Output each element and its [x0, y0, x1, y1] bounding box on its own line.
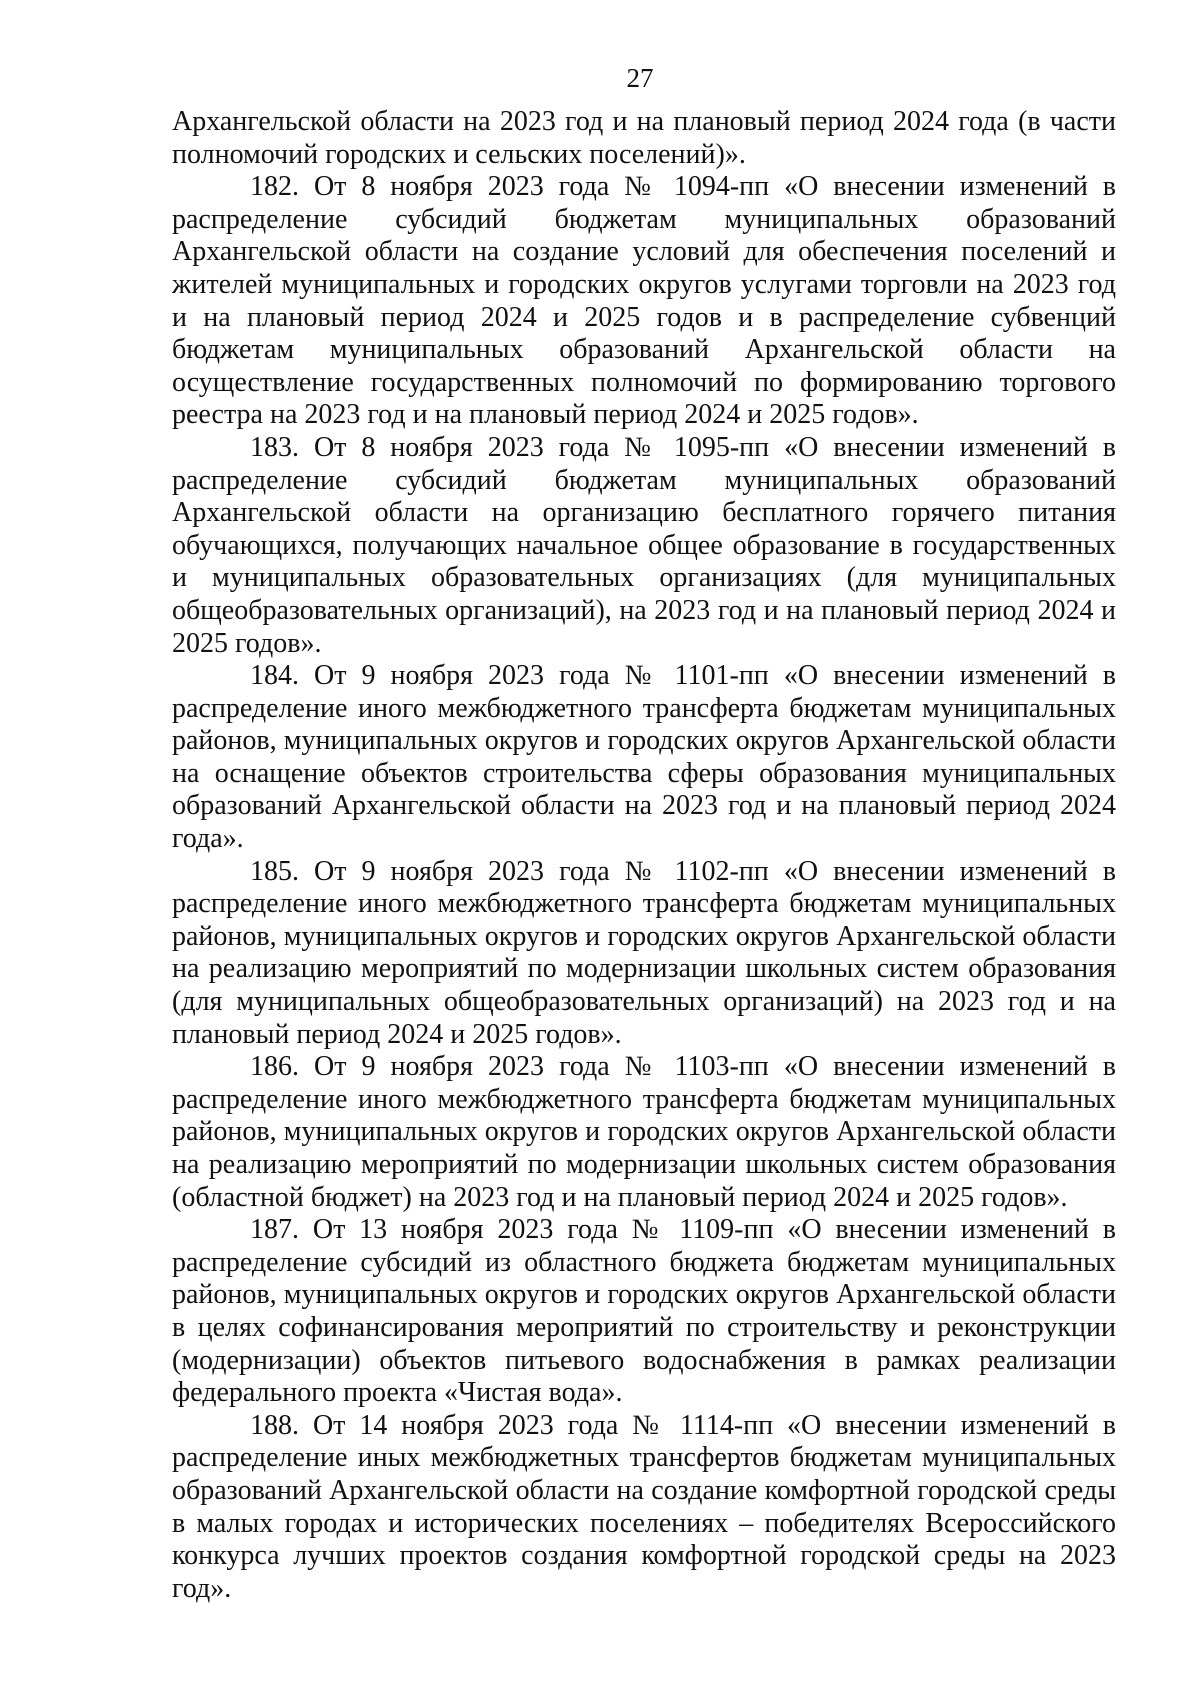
paragraph-181-continuation: Архангельской области на 2023 год и на плановый период 2024 года (в части полномочий городских и сельских поселений)».: [172, 106, 1116, 170]
paragraph-186: 186. От 9 ноября 2023 года № 1103-пп «О внесении изменений в распределение иного межбюджетного трансферта бюджетам муниципальных районов, муниципальных округов и городских округов Архангельской области на реализацию мероприятий по модернизации школьных систем образования (областной бюджет) на 2023 год и на плановый период 2024 и 2025 годов».: [172, 1051, 1116, 1213]
paragraph-188: 188. От 14 ноября 2023 года № 1114-пп «О внесении изменений в распределение иных межбюджетных трансфертов бюджетам муниципальных образований Архангельской области на создание комфортной городской среды в малых городах и исторических поселениях – победителях Всероссийского конкурса лучших проектов создания комфортной городской среды на 2023 год».: [172, 1409, 1116, 1604]
page-number: 27: [626, 63, 654, 93]
paragraph-182: 182. От 8 ноября 2023 года № 1094-пп «О внесении изменений в распределение субсидий бюджетам муниципальных образований Архангельской области на создание условий для обеспечения поселений и жителей муниципальных и городских округов услугами торговли на 2023 год и на плановый период 2024 и 2025 годов и в распределение субвенций бюджетам муниципальных образований Архангельской области на осуществление государственных полномочий по формированию торгового реестра на 2023 год и на плановый период 2024 и 2025 годов».: [172, 171, 1116, 431]
paragraph-183: 183. От 8 ноября 2023 года № 1095-пп «О внесении изменений в распределение субсидий бюджетам муниципальных образований Архангельской области на организацию бесплатного горячего питания обучающихся, получающих начальное общее образование в государственных и муниципальных образовательных организациях (для муниципальных общеобразовательных организаций), на 2023 год и на плановый период 2024 и 2025 годов».: [172, 431, 1116, 659]
paragraph-184: 184. От 9 ноября 2023 года № 1101-пп «О внесении изменений в распределение иного межбюджетного трансферта бюджетам муниципальных районов, муниципальных округов и городских округов Архангельской области на оснащение объектов строительства сферы образования муниципальных образований Архангельской области на 2023 год и на плановый период 2024 года».: [172, 660, 1116, 855]
document-body: [172, 106, 1116, 1605]
paragraph-187: 187. От 13 ноября 2023 года № 1109-пп «О внесении изменений в распределение субсидий из областного бюджета бюджетам муниципальных районов, муниципальных округов и городских округов Архангельской области в целях софинансирования мероприятий по строительству и реконструкции (модернизации) объектов питьевого водоснабжения в рамках реализации федерального проекта «Чистая вода».: [172, 1214, 1116, 1409]
paragraph-185: 185. От 9 ноября 2023 года № 1102-пп «О внесении изменений в распределение иного межбюджетного трансферта бюджетам муниципальных районов, муниципальных округов и городских округов Архангельской области на реализацию мероприятий по модернизации школьных систем образования (для муниципальных общеобразовательных организаций) на 2023 год и на плановый период 2024 и 2025 годов».: [172, 855, 1116, 1050]
